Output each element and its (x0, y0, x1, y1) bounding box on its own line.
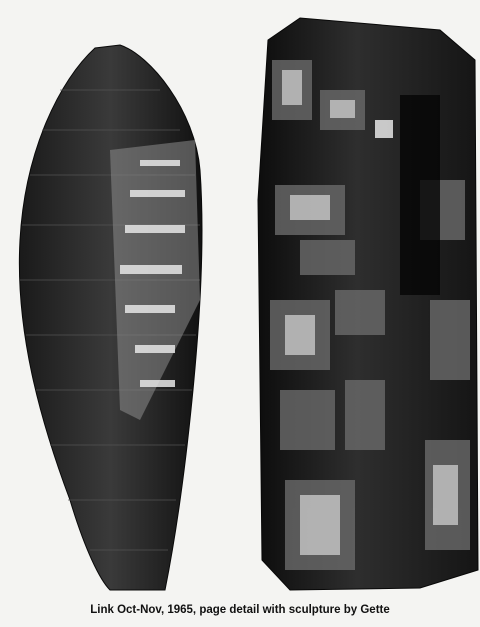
right-sculpture (258, 18, 478, 590)
left-sculpture (19, 45, 202, 590)
photo-caption: Link Oct-Nov, 1965, page detail with sculpture by Gette (90, 604, 390, 616)
